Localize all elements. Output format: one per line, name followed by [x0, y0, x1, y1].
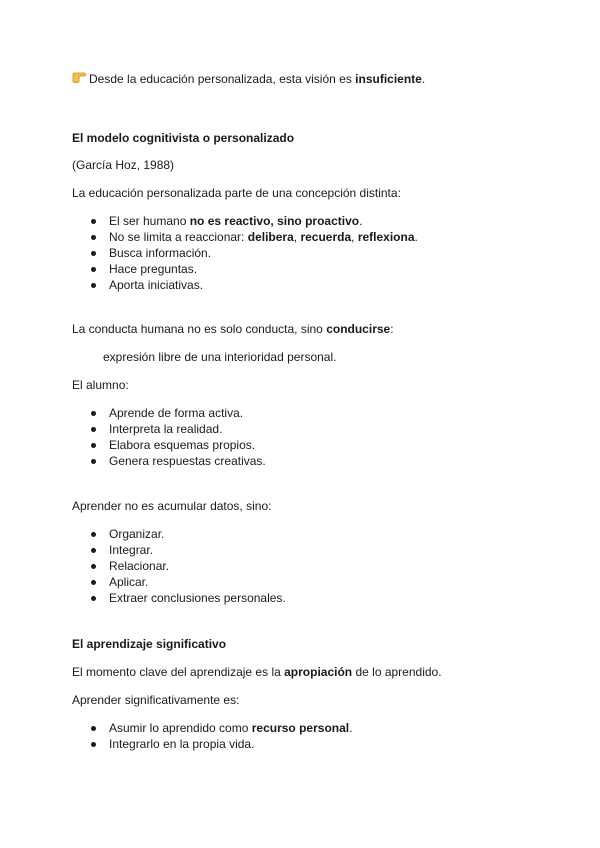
list-item: Asumir lo aprendido como recurso personal. — [72, 721, 352, 737]
list-item: Genera respuestas creativas. — [72, 454, 266, 470]
list-item: Relacionar. — [72, 559, 286, 575]
list-item: Integrarlo en la propia vida. — [72, 737, 352, 753]
list-item: Interpreta la realidad. — [72, 422, 266, 438]
list-item: El ser humano no es reactivo, sino proactivo. — [72, 214, 418, 230]
section-title-aprendizaje: El aprendizaje significativo — [72, 637, 227, 651]
section-title-cognitivista: El modelo cognitivista o personalizado — [72, 131, 295, 145]
paragraph-conducta: La conducta humana no es solo conducta, sino conducirse: — [72, 322, 394, 336]
list-item: Busca información. — [72, 246, 418, 262]
intro-bold: insuficiente — [355, 72, 422, 86]
list-item: Aporta iniciativas. — [72, 278, 418, 294]
indented-expresion: expresión libre de una interioridad personal. — [103, 350, 337, 364]
list-item: Aplicar. — [72, 575, 286, 591]
intro-line: Desde la educación personalizada, esta visión es insuficiente. — [72, 71, 425, 87]
list-item: Elabora esquemas propios. — [72, 438, 266, 454]
list-item: Organizar. — [72, 527, 286, 543]
paragraph-concepcion: La educación personalizada parte de una concepción distinta: — [72, 186, 401, 200]
list-item: Aprende de forma activa. — [72, 406, 266, 422]
label-aprender: Aprender no es acumular datos, sino: — [72, 499, 272, 513]
list-item: Hace preguntas. — [72, 262, 418, 278]
paragraph-momento: El momento clave del aprendizaje es la apropiación de lo aprendido. — [72, 665, 442, 679]
label-alumno: El alumno: — [72, 378, 129, 392]
list-alumno — [72, 406, 266, 470]
list-significativo — [72, 721, 352, 753]
citation: (García Hoz, 1988) — [72, 158, 175, 172]
list-item: Integrar. — [72, 543, 286, 559]
backhand-index-pointing-right-icon — [72, 71, 86, 87]
list-item: No se limita a reaccionar: delibera, recuerda, reflexiona. — [72, 230, 418, 246]
intro-text: Desde la educación personalizada, esta visión es — [89, 72, 352, 86]
list-aprender — [72, 527, 286, 607]
label-significativamente: Aprender significativamente es: — [72, 693, 240, 707]
list-ser-humano — [72, 214, 418, 294]
list-item: Extraer conclusiones personales. — [72, 591, 286, 607]
